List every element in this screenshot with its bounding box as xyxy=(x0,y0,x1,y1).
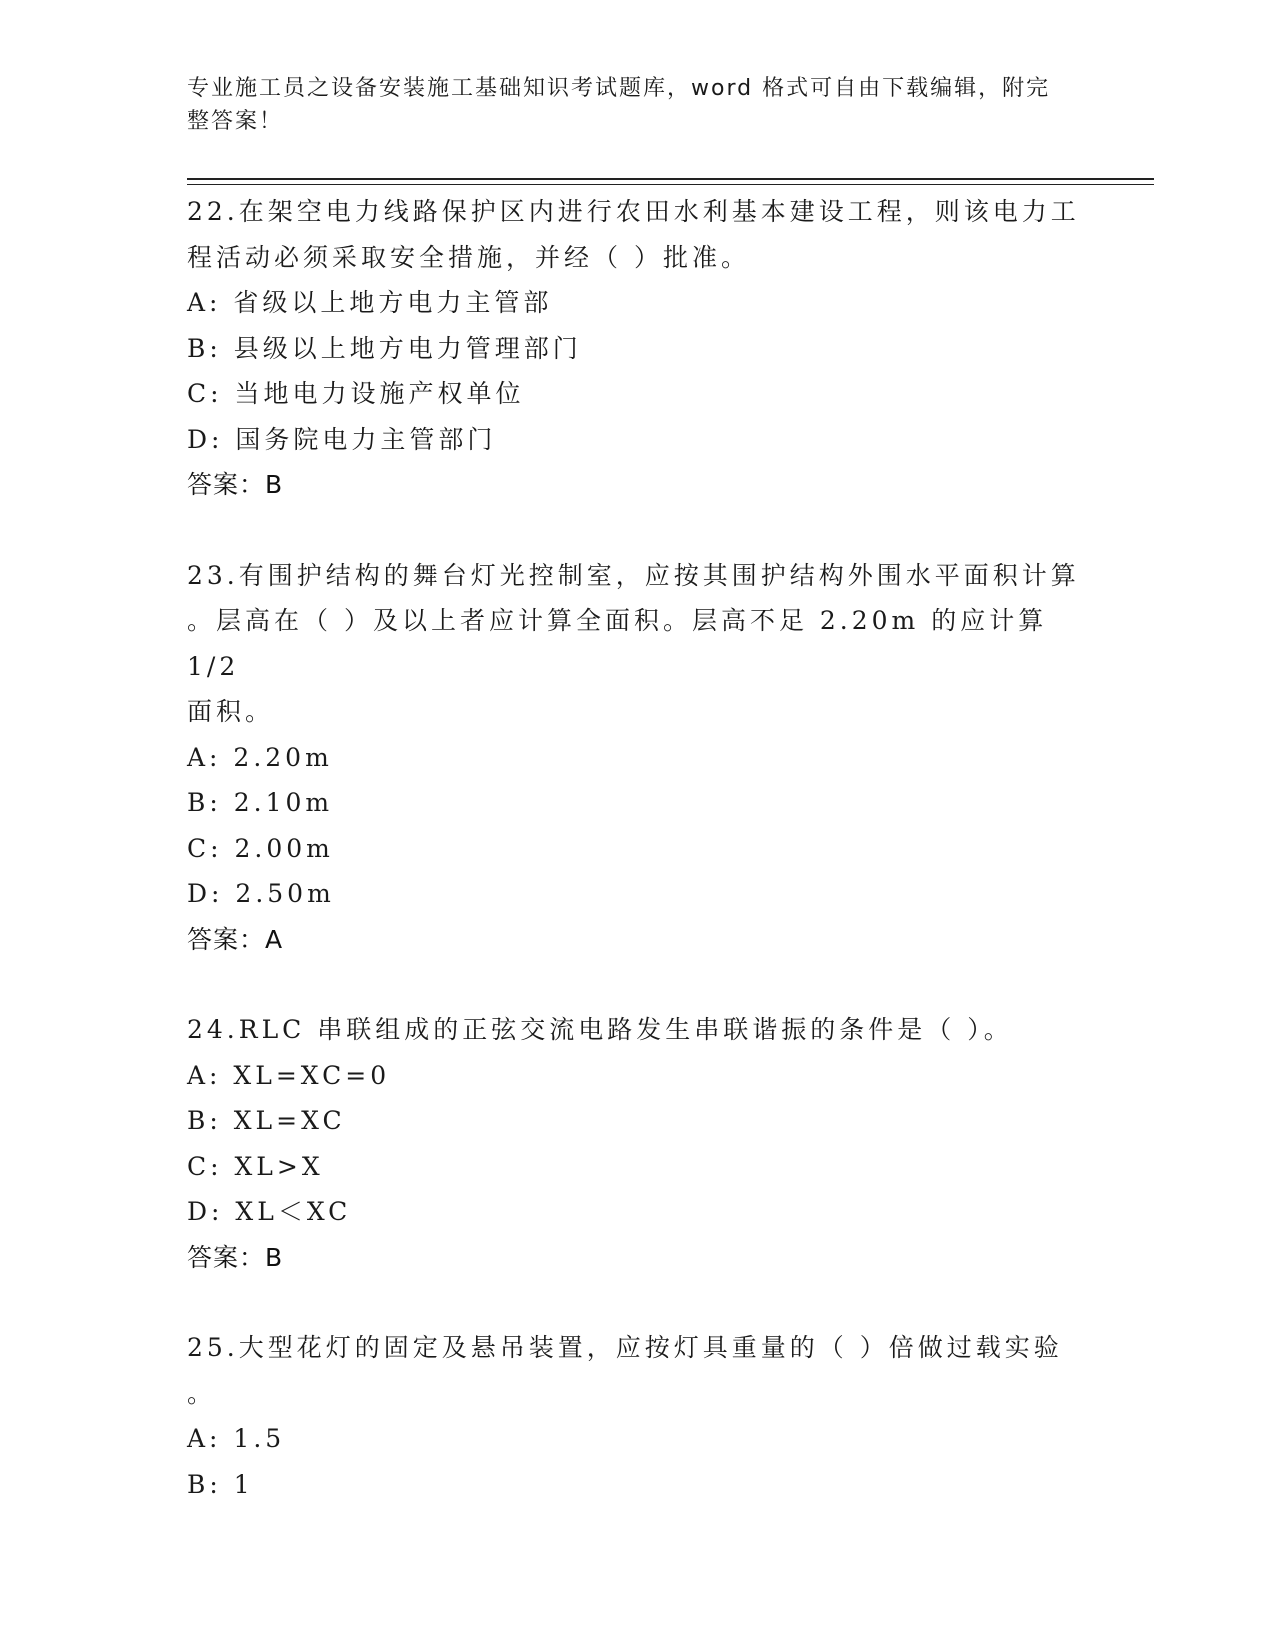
option-d: D: 2.50m xyxy=(187,879,335,908)
option-c: C: XL>X xyxy=(187,1151,324,1181)
question-stem-line: 面积。 xyxy=(187,697,275,726)
question-23 xyxy=(187,553,1087,963)
option-a: A: 省级以上地方电力主管部 xyxy=(187,288,553,317)
option-b: B: 县级以上地方电力管理部门 xyxy=(187,333,582,363)
option-d: D: 国务院电力主管部门 xyxy=(187,424,497,454)
option-c: C: 当地电力设施产权单位 xyxy=(187,379,525,408)
option-a: A: 2.20m xyxy=(187,742,333,772)
option-d: D: XL＜XC xyxy=(187,1197,352,1226)
question-stem-line: 23.有围护结构的舞台灯光控制室，应按其围护结构外围水平面积计算 xyxy=(187,560,1080,590)
question-25 xyxy=(187,1325,1087,1507)
question-list xyxy=(187,189,1087,1507)
question-stem-line: 。层高在（ ）及以上者应计算全面积。层高不足 2.20m 的应计算 1/2 xyxy=(187,606,1060,681)
header-divider-thick xyxy=(187,178,1154,180)
answer: 答案：A xyxy=(187,924,284,954)
document-header xyxy=(187,72,1067,138)
option-b: B: 2.10m xyxy=(187,788,334,817)
header-title: 专业施工员之设备安装施工基础知识考试题库，word 格式可自由下载编辑，附完整答案！ xyxy=(187,76,1051,134)
option-b: B: 1 xyxy=(187,1469,254,1499)
question-stem-line: 程活动必须采取安全措施，并经（ ）批准。 xyxy=(187,242,750,272)
option-a: A: XL=XC=0 xyxy=(187,1060,391,1090)
question-24 xyxy=(187,1007,1087,1280)
question-22 xyxy=(187,189,1087,508)
answer: 答案：B xyxy=(187,1242,284,1272)
header-divider-thin xyxy=(187,184,1154,185)
question-stem-line: 。 xyxy=(187,1378,217,1408)
question-stem-line: 22.在架空电力线路保护区内进行农田水利基本建设工程，则该电力工 xyxy=(187,197,1080,226)
question-stem-line: 24.RLC 串联组成的正弦交流电路发生串联谐振的条件是（ ）。 xyxy=(187,1015,1013,1044)
option-b: B: XL=XC xyxy=(187,1106,346,1135)
option-a: A: 1.5 xyxy=(187,1424,286,1453)
question-stem-line: 25.大型花灯的固定及悬吊装置，应按灯具重量的（ ）倍做过载实验 xyxy=(187,1333,1063,1362)
option-c: C: 2.00m xyxy=(187,833,334,863)
answer: 答案：B xyxy=(187,470,284,499)
